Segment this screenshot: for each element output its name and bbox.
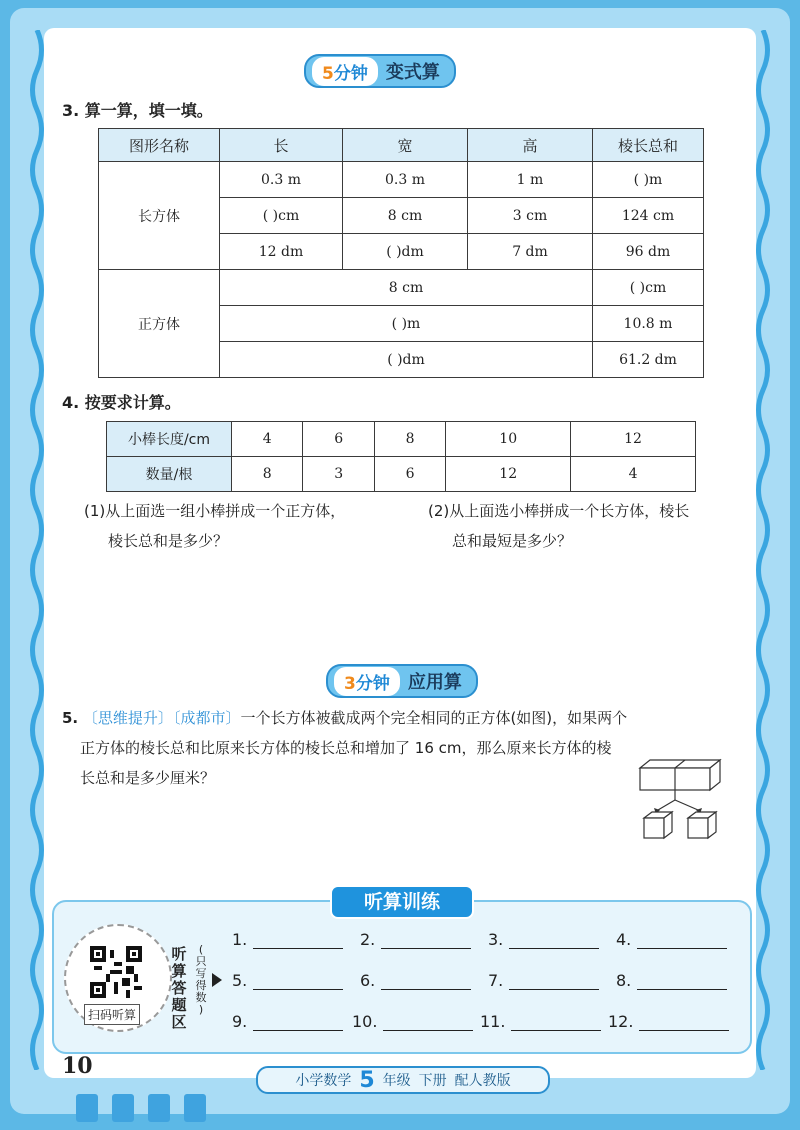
footer-banner [256, 1066, 550, 1094]
question-3-heading: 3. 算一算，填一填。 [62, 101, 213, 120]
answer-blank-cell[interactable]: ( )cm [220, 198, 343, 234]
question-number: 5. [62, 709, 79, 727]
table-cell: 8 [232, 457, 303, 492]
answer-slot-10[interactable]: 10. [352, 1012, 473, 1031]
header-cell: 宽 [343, 129, 468, 162]
answer-slot-1[interactable]: 1. [232, 930, 343, 949]
answer-slot-7[interactable]: 7. [488, 971, 599, 990]
table-cell: 61.2 dm [593, 342, 704, 378]
question-5-line-3: 长总和是多少厘米？ [80, 769, 216, 787]
timer-badge: 5分钟 [312, 57, 378, 86]
page-number: 10 [62, 1053, 93, 1079]
question-4-part-2 [428, 496, 689, 556]
footer-edition: 配人教版 [454, 1073, 511, 1089]
answer-blank-cell[interactable]: ( )cm [593, 270, 704, 306]
table-cell: 4 [232, 422, 303, 457]
binding-tab [76, 1094, 98, 1122]
question-4-heading: 4. 按要求计算。 [62, 393, 181, 412]
answer-zone-note [192, 944, 210, 1016]
answer-slot-2[interactable]: 2. [360, 930, 471, 949]
table-row [99, 270, 704, 306]
label-char: 听 [171, 945, 187, 963]
section-name: 应用算 [407, 672, 462, 693]
table-cell: 10 [446, 422, 571, 457]
answer-blank-cell[interactable]: ( )m [220, 306, 593, 342]
answer-slot-12[interactable]: 12. [608, 1012, 729, 1031]
qr-label: 扫码听算 [84, 1004, 140, 1025]
listening-title: 听算训练 [330, 885, 474, 919]
table-cell: 3 [303, 457, 374, 492]
note-char: 只 [195, 955, 207, 968]
answer-slot-9[interactable]: 9. [232, 1012, 343, 1031]
table-row [107, 422, 696, 457]
table-cell: 3 cm [468, 198, 593, 234]
note-char: 数 [195, 991, 207, 1004]
cuboid-figure [636, 758, 726, 846]
note-char: 写 [195, 967, 207, 980]
header-cell: 图形名称 [99, 129, 220, 162]
table-cell: 12 [446, 457, 571, 492]
answer-slot-8[interactable]: 8. [616, 971, 727, 990]
table-row [107, 457, 696, 492]
table-cell: 124 cm [593, 198, 704, 234]
table-cell: 7 dm [468, 234, 593, 270]
timer-badge: 3分钟 [334, 667, 400, 696]
answer-slot-11[interactable]: 11. [480, 1012, 601, 1031]
label-char: 答 [171, 979, 187, 997]
sub-question-text: 棱长总和是多少？ [108, 532, 229, 550]
label-char: 区 [171, 1013, 187, 1031]
answer-blank-cell[interactable]: ( )dm [343, 234, 468, 270]
label-char: 题 [171, 996, 187, 1014]
footer-grade: 年级 [382, 1073, 411, 1089]
table-cell: 8 cm [220, 270, 593, 306]
footer-term: 下册 [418, 1073, 447, 1089]
question-4-table [106, 421, 696, 492]
table-cell: 8 [374, 422, 445, 457]
table-cell: 8 cm [343, 198, 468, 234]
note-char: ) [198, 1003, 204, 1016]
table-cell: 1 m [468, 162, 593, 198]
qr-code-icon[interactable] [90, 946, 142, 998]
answer-slot-6[interactable]: 6. [360, 971, 471, 990]
tag-thinking: 〔思维提升〕 [82, 709, 173, 727]
answer-slot-5[interactable]: 5. [232, 971, 343, 990]
question-4-part-1 [84, 496, 345, 556]
play-arrow-icon [212, 973, 222, 987]
answer-blank-cell[interactable]: ( )dm [220, 342, 593, 378]
section-name: 变式算 [385, 62, 440, 83]
row-label-count: 数量/根 [107, 457, 232, 492]
section-title-variant [304, 54, 456, 88]
answer-zone-label [170, 946, 188, 1031]
binding-tab [184, 1094, 206, 1122]
row-label-cuboid: 长方体 [99, 162, 220, 270]
sub-question-text: 总和最短是多少？ [452, 532, 573, 550]
table-cell: 0.3 m [343, 162, 468, 198]
note-char: ( [198, 943, 204, 956]
table-cell: 6 [303, 422, 374, 457]
footer-grade-number: 5 [359, 1067, 375, 1093]
tag-city: 〔成都市〕 [172, 709, 241, 727]
wave-border-right [754, 30, 772, 1070]
row-label-length: 小棒长度/cm [107, 422, 232, 457]
table-cell: 12 [571, 422, 696, 457]
answer-slot-3[interactable]: 3. [488, 930, 599, 949]
binding-tab [148, 1094, 170, 1122]
table-cell: 0.3 m [220, 162, 343, 198]
table-header-row [99, 129, 704, 162]
answer-slot-4[interactable]: 4. [616, 930, 727, 949]
label-char: 算 [171, 962, 187, 980]
answer-blank-cell[interactable]: ( )m [593, 162, 704, 198]
question-3-table [98, 128, 704, 378]
note-char: 得 [195, 979, 207, 992]
header-cell: 高 [468, 129, 593, 162]
header-cell: 棱长总和 [593, 129, 704, 162]
sub-question-text: (1)从上面选一组小棒拼成一个正方体， [84, 502, 346, 520]
section-title-applied [326, 664, 478, 698]
footer-subject: 小学数学 [295, 1073, 352, 1089]
row-label-cube: 正方体 [99, 270, 220, 378]
table-cell: 10.8 m [593, 306, 704, 342]
header-cell: 长 [220, 129, 343, 162]
question-text: 一个长方体被截成两个完全相同的正方体(如图)，如果两个 [240, 709, 628, 727]
table-cell: 4 [571, 457, 696, 492]
table-row [99, 162, 704, 198]
question-5-line-2: 正方体的棱长总和比原来长方体的棱长总和增加了 16 cm，那么原来长方体的棱 [80, 739, 612, 757]
sub-question-text: (2)从上面选小棒拼成一个长方体，棱长 [428, 502, 690, 520]
binding-tab [112, 1094, 134, 1122]
question-5-line-1 [62, 703, 752, 733]
table-cell: 96 dm [593, 234, 704, 270]
table-cell: 12 dm [220, 234, 343, 270]
table-cell: 6 [374, 457, 445, 492]
